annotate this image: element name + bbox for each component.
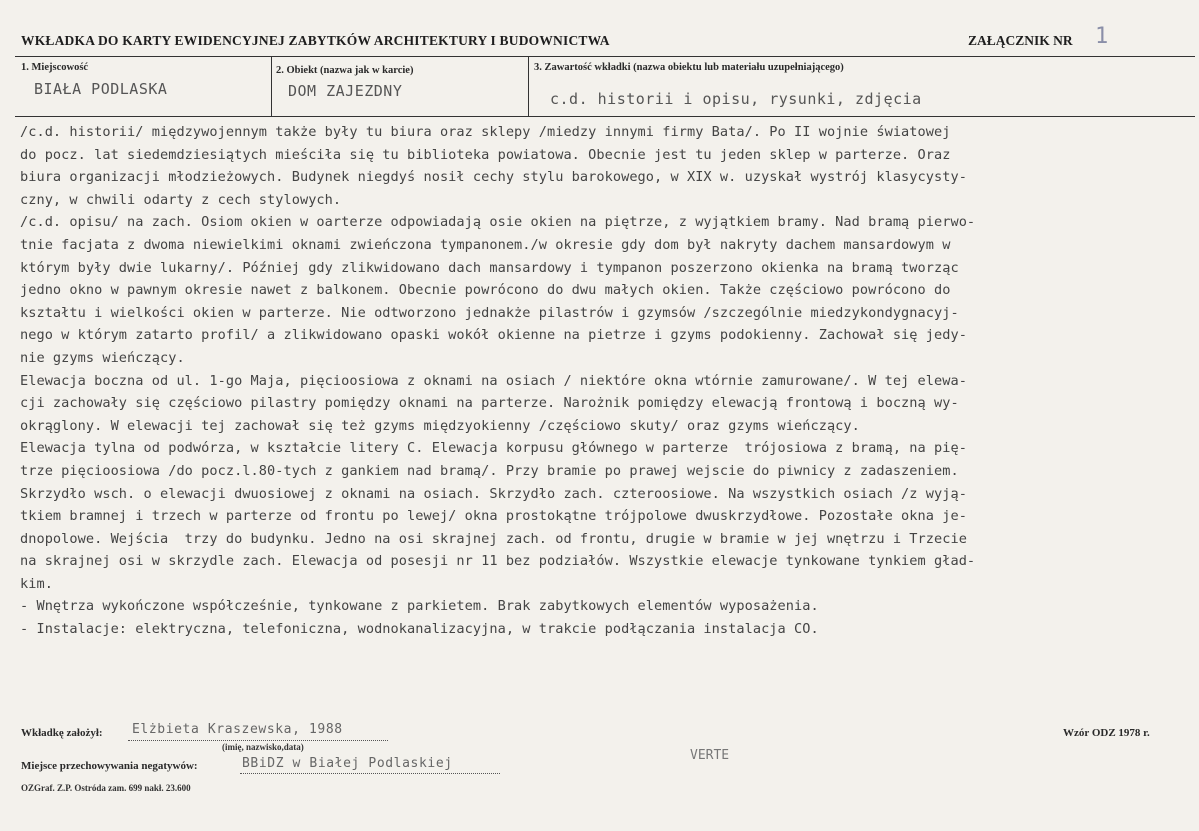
body-line: trze pięcioosiowa /do pocz.l.80-tych z gankiem nad bramą/. Przy bramie po prawej wejscie do piwnicy z zadaszeniem. bbox=[20, 462, 959, 479]
body-line: biura organizacji młodzieżowych. Budynek niegdyś nosił cechy stylu barokowego, w XIX w. uzyskał wystrój klasycysty- bbox=[20, 169, 967, 186]
author-value: Elżbieta Kraszewska, 1988 bbox=[132, 722, 343, 737]
body-line: nie gzyms wieńczący. bbox=[20, 349, 185, 366]
author-underline bbox=[128, 740, 388, 741]
body-line: - Wnętrza wykończone współcześnie, tynkowane z parkietem. Brak zabytkowych elementów wyposażenia. bbox=[20, 598, 819, 615]
body-line: okrąglony. W elewacji tej zachował się też gzyms międzyokienny /częściowo skuty/ oraz gzyms wieńczący. bbox=[20, 417, 860, 434]
author-label: Wkładkę założył: bbox=[21, 727, 103, 739]
field-divider-1 bbox=[271, 57, 272, 116]
body-line: jedno okno w pawnym okresie nawet z balkonem. Obecnie powrócono do dwu małych okien. Także częściowo powrócono do bbox=[20, 282, 951, 299]
body-line: kształtu i wielkości okien w parterze. Nie odtworzono jednakże pilastrów i gzymsów /szczególnie miedzykondygnacyj- bbox=[20, 304, 959, 321]
storage-value: BBiDZ w Białej Podlaskiej bbox=[242, 756, 453, 771]
body-line: Elewacja boczna od ul. 1-go Maja, pięcioosiowa z oknami na osiach / niektóre okna wtórnie zamurowane/. W tej elewa- bbox=[20, 372, 967, 389]
content-value: c.d. historii i opisu, rysunki, zdjęcia bbox=[550, 90, 922, 108]
locality-label: 1. Miejscowość bbox=[21, 62, 89, 73]
body-line: /c.d. opisu/ na zach. Osiom okien w oarterze odpowiadają osie okien na piętrze, z wyjątkiem bramy. Nad bramą pierwo- bbox=[20, 214, 976, 231]
storage-underline bbox=[240, 773, 500, 774]
body-line: cji zachowały się częściowo pilastry pomiędzy oknami na parterze. Narożnik pomiędzy elewacją frontową i boczną wy- bbox=[20, 395, 959, 412]
body-line: /c.d. historii/ międzywojennym także były tu biura oraz sklepy /miedzy innymi firmy Bata/. Po II wojnie światowej bbox=[20, 124, 951, 140]
body-line: do pocz. lat siedemdziesiątych mieściła się tu biblioteka powiatowa. Obecnie jest tu jeden sklep w parterze. Oraz bbox=[20, 146, 951, 163]
verte-mark: VERTE bbox=[690, 748, 730, 763]
print-info: OZGraf. Z.P. Ostróda zam. 699 nakł. 23.600 bbox=[21, 783, 191, 793]
document-title: WKŁADKA DO KARTY EWIDENCYJNEJ ZABYTKÓW ARCHITEKTURY I BUDOWNICTWA bbox=[21, 33, 610, 48]
body-line: czny, w chwili odarty z cech stylowych. bbox=[20, 191, 342, 208]
annex-label: ZAŁĄCZNIK NR bbox=[968, 33, 1073, 48]
object-value: DOM ZAJEZDNY bbox=[288, 82, 403, 100]
locality-value: BIAŁA PODLASKA bbox=[34, 80, 168, 98]
storage-label: Miejsce przechowywania negatywów: bbox=[21, 760, 198, 772]
header-rule bbox=[15, 56, 1195, 57]
body-text bbox=[20, 121, 1192, 641]
fields-bottom-rule bbox=[15, 116, 1195, 117]
author-hint: (imię, nazwisko,data) bbox=[222, 742, 304, 752]
content-label: 3. Zawartość wkładki (nazwa obiektu lub materiału uzupełniającego) bbox=[534, 62, 844, 73]
body-line: Elewacja tylna od podwórza, w kształcie litery C. Elewacja korpusu głównego w parterze trójosiowa z bramą, na pię- bbox=[20, 440, 967, 457]
body-line: na skrajnej osi w skrzydle zach. Elewacja od posesji nr 11 bez podziałów. Wszystkie elewacje tynkowane tynkiem gład- bbox=[20, 553, 976, 570]
body-line: Skrzydło wsch. o elewacji dwuosiowej z oknami na osiach. Skrzydło zach. czteroosiowe. Na wszystkich osiach /z wyją- bbox=[20, 485, 967, 502]
body-line: tnie facjata z dwoma niewielkimi oknami zwieńczona tympanonem./w okresie gdy dom był nakryty dachem mansardowym w bbox=[20, 236, 951, 253]
body-line: - Instalacje: elektryczna, telefoniczna, wodnokanalizacyjna, w trakcie podłączania instalacja CO. bbox=[20, 621, 819, 638]
field-divider-2 bbox=[528, 57, 529, 116]
body-line: tkiem bramnej i trzech w parterze od frontu po lewej/ okna prostokątne trójpolowe dwuskrzydłowe. Pozostałe okna je- bbox=[20, 508, 967, 525]
annex-number: 1 bbox=[1095, 24, 1109, 49]
body-line: dnopolowe. Wejścia trzy do budynku. Jedno na osi skrajnej zach. od frontu, drugie w bramie w jej wnętrzu i Trzecie bbox=[20, 530, 967, 547]
body-line: którym były dwie lukarny/. Później gdy zlikwidowano dach mansardowy i tympanon poszerzono okienka na bramą tworząc bbox=[20, 259, 959, 276]
body-line: nego w którym zatarto profil/ a zlikwidowano opaski wokół okienne na pietrze i gzyms podokienny. Zachował się jedy- bbox=[20, 327, 967, 344]
object-label: 2. Obiekt (nazwa jak w karcie) bbox=[276, 65, 414, 76]
template-label: Wzór ODZ 1978 r. bbox=[1063, 727, 1150, 739]
body-line: kim. bbox=[20, 575, 53, 592]
